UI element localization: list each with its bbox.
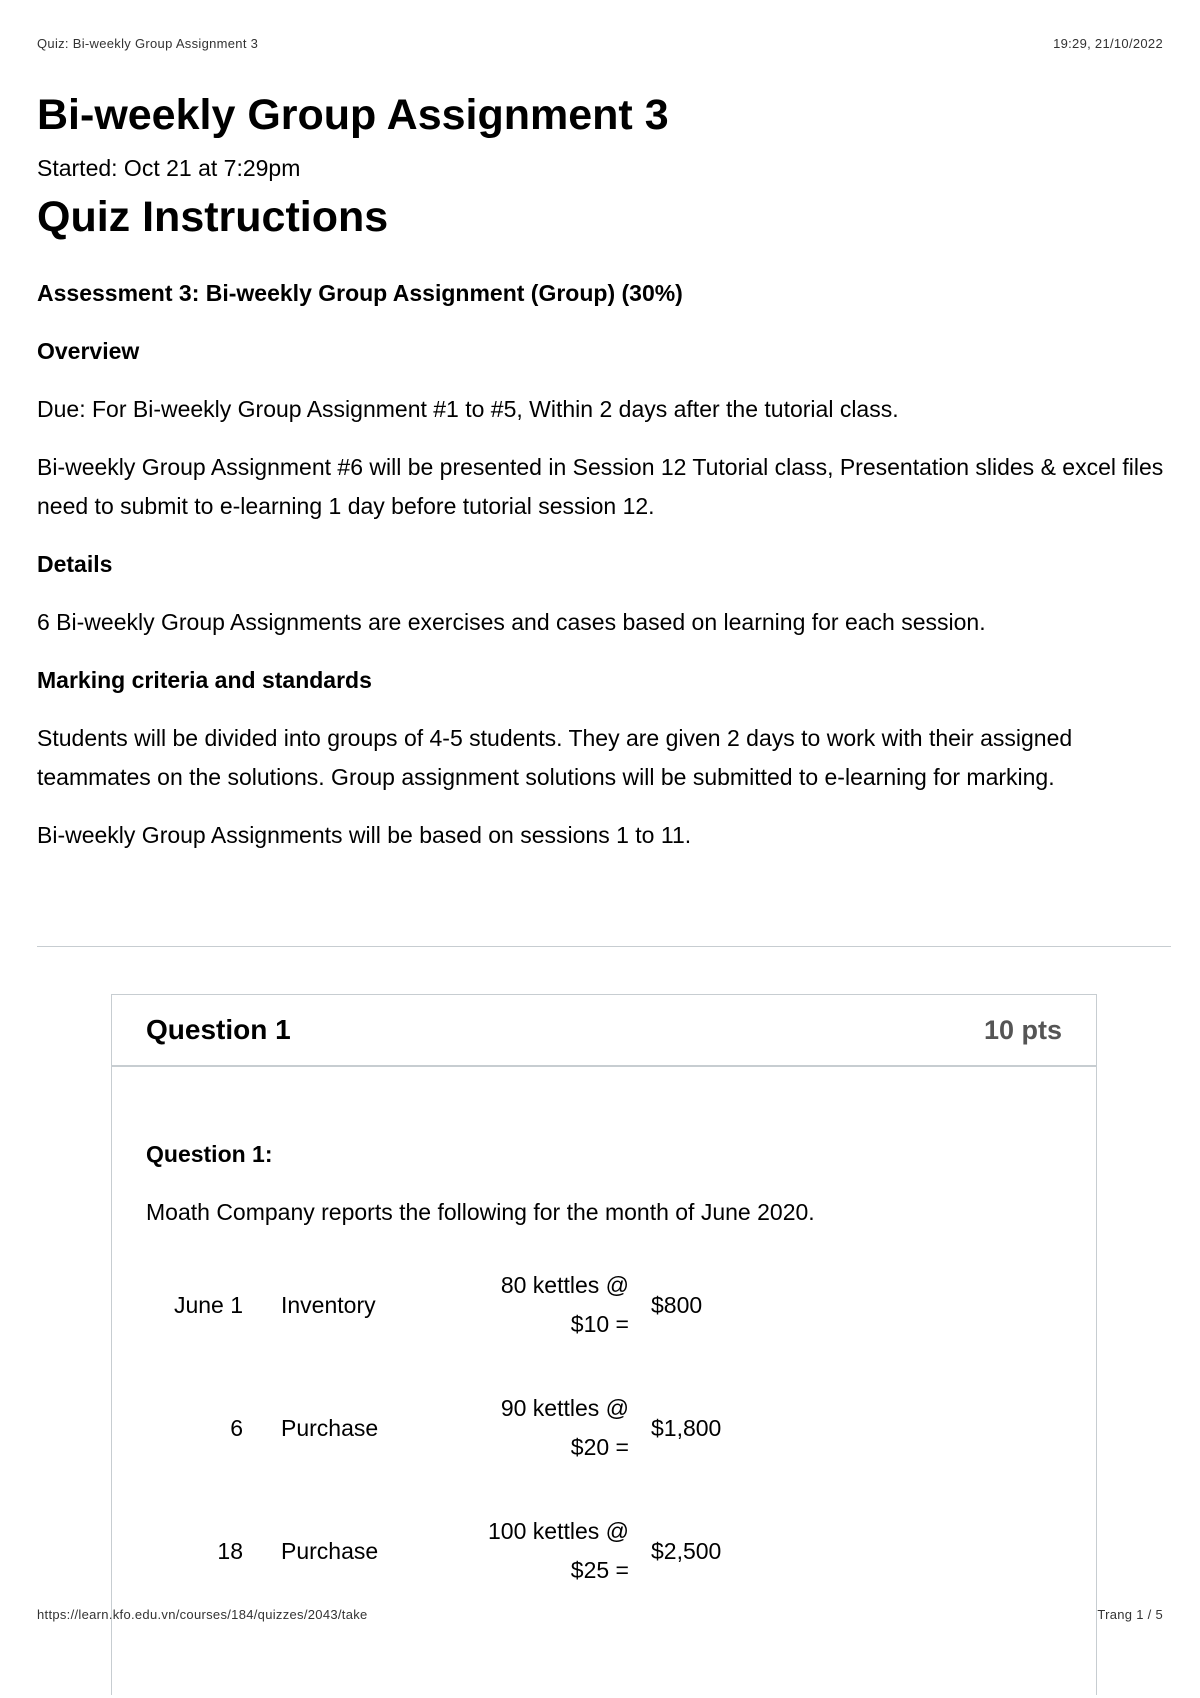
print-footer (37, 1607, 1163, 1622)
row-amount: $1,800 (651, 1414, 722, 1441)
print-header (37, 36, 1163, 51)
row-spacer (146, 1467, 771, 1512)
presentation-text: Bi-weekly Group Assignment #6 will be presented in Session 12 Tutorial class, Presentation slides & excel files need to submit to e-learning 1 day before tutorial session 12. (37, 453, 1164, 519)
due-text: Due: For Bi-weekly Group Assignment #1 to #5, Within 2 days after the tutorial class. (37, 395, 899, 422)
details-text: 6 Bi-weekly Group Assignments are exercises and cases based on learning for each session. (37, 608, 986, 635)
section-divider (37, 946, 1171, 947)
table-row (146, 1389, 771, 1467)
overview-heading: Overview (37, 337, 140, 364)
quiz-title: Bi-weekly Group Assignment 3 (37, 91, 669, 139)
row-quantity-line2: $20 = (570, 1434, 629, 1460)
row-quantity-line2: $10 = (570, 1311, 629, 1337)
row-date: June 1 (173, 1291, 243, 1318)
marking-text: Students will be divided into groups of 4-5 students. They are given 2 days to work with their assigned teammates on the solutions. Group assignment solutions will be submitted to e-learning for marking. (37, 724, 1073, 790)
print-url: https://learn.kfo.edu.vn/courses/184/quizzes/2043/take (37, 1607, 368, 1622)
row-quantity-line2: $25 = (570, 1557, 629, 1583)
question-name: Question 1 (146, 1014, 291, 1045)
table-row (146, 1266, 771, 1344)
question-card (111, 994, 1097, 1695)
row-date: 6 (230, 1414, 243, 1441)
quiz-content (37, 90, 1171, 874)
print-timestamp: 19:29, 21/10/2022 (1053, 36, 1163, 51)
row-description: Inventory (281, 1291, 376, 1318)
row-quantity (451, 1389, 629, 1467)
row-quantity-line1: 80 kettles @ (500, 1272, 629, 1298)
marking-heading: Marking criteria and standards (37, 666, 372, 693)
question-body (112, 1067, 1096, 1590)
assessment-heading: Assessment 3: Bi-weekly Group Assignment (Group) (30%) (37, 279, 683, 306)
quiz-description (37, 274, 1171, 855)
row-quantity (451, 1512, 629, 1590)
row-spacer (146, 1344, 771, 1389)
question-points: 10 pts (983, 1014, 1062, 1045)
quiz-instructions-heading: Quiz Instructions (37, 192, 389, 241)
quiz-started-time: Started: Oct 21 at 7:29pm (37, 154, 301, 181)
row-quantity-line1: 90 kettles @ (500, 1395, 629, 1421)
question-intro: Moath Company reports the following for the month of June 2020. (146, 1199, 815, 1225)
print-page-number: Trang 1 / 5 (1097, 1607, 1163, 1622)
table-row (146, 1512, 771, 1590)
print-page-title: Quiz: Bi-weekly Group Assignment 3 (37, 36, 259, 51)
question-header (112, 995, 1096, 1067)
details-heading: Details (37, 550, 113, 577)
question-label: Question 1: (146, 1141, 273, 1167)
row-quantity-line1: 100 kettles @ (488, 1518, 629, 1544)
row-date: 18 (217, 1537, 243, 1564)
row-amount: $2,500 (651, 1537, 722, 1564)
row-description: Purchase (281, 1414, 379, 1441)
row-quantity (451, 1266, 629, 1344)
row-amount: $800 (651, 1291, 703, 1318)
sessions-text: Bi-weekly Group Assignments will be based on sessions 1 to 11. (37, 821, 692, 848)
inventory-table (146, 1266, 771, 1590)
row-description: Purchase (281, 1537, 379, 1564)
